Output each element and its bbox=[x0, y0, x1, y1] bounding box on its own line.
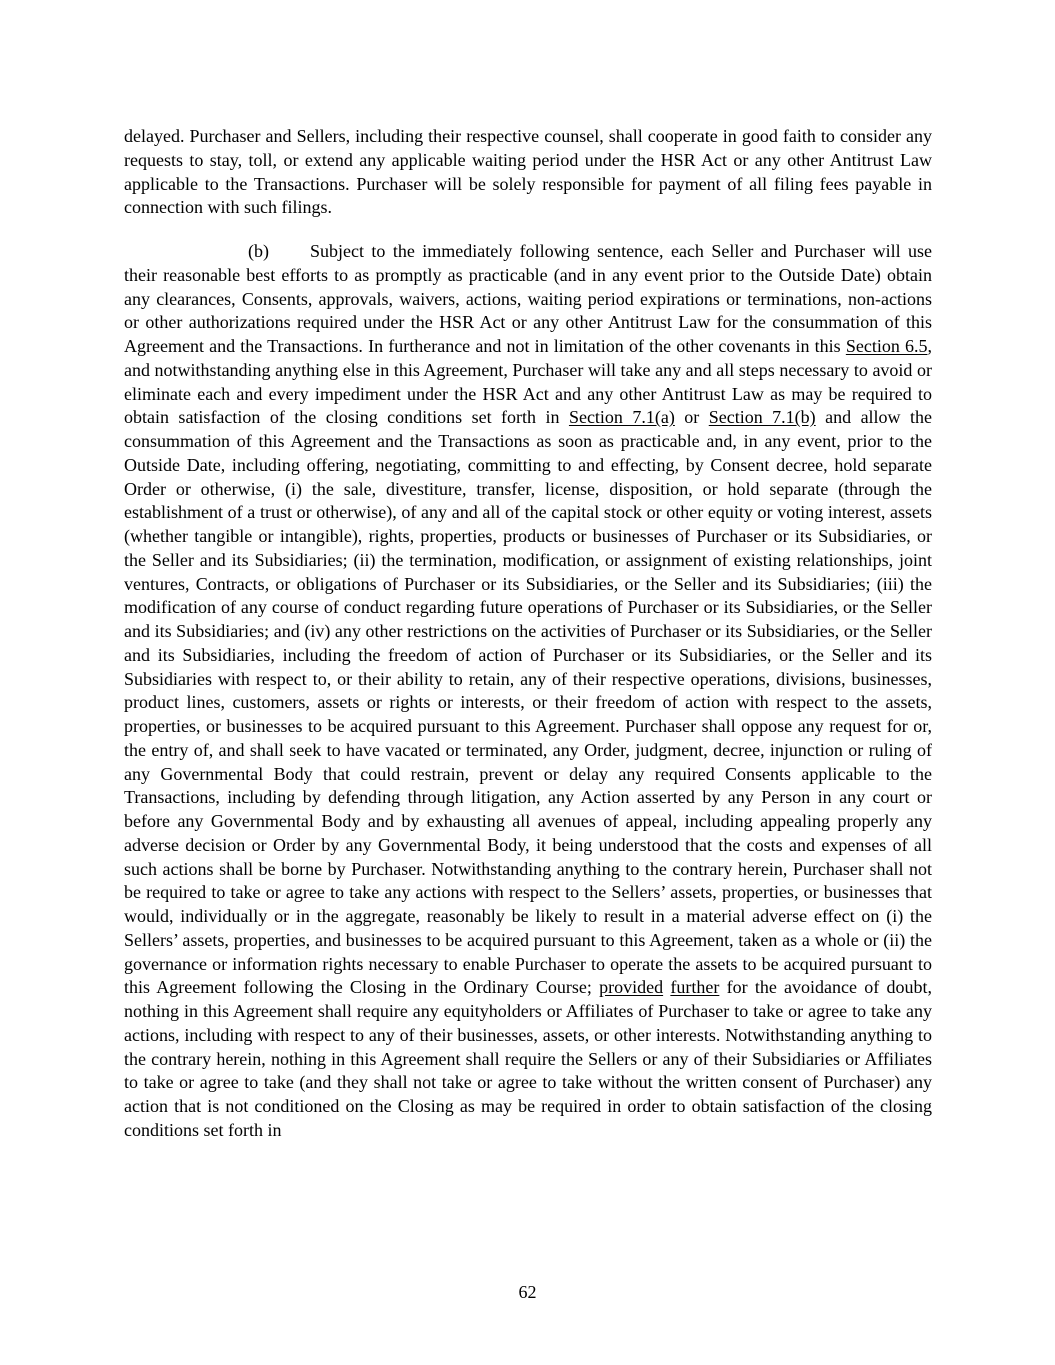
section-reference: Section 6.5 bbox=[845, 336, 928, 356]
paragraph-label: (b) bbox=[248, 241, 269, 261]
paragraph-b bbox=[124, 240, 932, 1143]
paragraph-continued: delayed. Purchaser and Sellers, including their respective counsel, shall cooperate in good faith to consider any requests to stay, toll, or extend any applicable waiting period under the HSR Act or any other Antitrust Law applicable to the Transactions. Purchaser will be solely responsible for payment of all filing fees payable in connection with such filings. bbox=[124, 126, 932, 218]
page-number: 62 bbox=[518, 1282, 537, 1302]
body-text bbox=[124, 125, 932, 1143]
section-reference: Section 7.1(a) bbox=[568, 407, 675, 428]
paragraph-text: for the avoidance of doubt, nothing in this Agreement shall require any equityholders or Affiliates of Purchaser to take or agree to take any actions, including with respect to any of their businesses, assets, or other interests. Notwithstanding anything to the contrary herein, nothing in this Agreement shall require the Sellers or any of their Subsidiaries or Affiliates to take or agree to take (and they shall not take or agree to take without the written consent of Purchaser) any action that is not conditioned on the Closing as may be required in order to obtain satisfaction of the closing conditions set forth in bbox=[124, 977, 932, 1140]
paragraph-text: or bbox=[674, 407, 709, 428]
paragraph-text: , and notwithstanding anything else in this Agreement, Purchaser will take any and all steps necessary to avoid or eliminate each and every impediment under the HSR Act and any other Antitrust Law as may be required to obtain satisfaction of the closing conditions set forth in bbox=[124, 336, 932, 428]
paragraph-text: Subject to the immediately following sentence, each Seller and Purchaser will use their reasonable best efforts to as promptly as practicable (and in any event prior to the Outside Date) obtain any clearances, Consents, approvals, waivers, actions, waiting period expirations or terminations, non-actions or other authorizations required under the HSR Act or any other Antitrust Law for the consummation of this Agreement and the Transactions. In furtherance and not in limitation of the other covenants in this bbox=[124, 241, 932, 356]
paragraph-text: and allow the consummation of this Agreement and the Transactions as soon as practicable and, in any event, prior to the Outside Date, including offering, negotiating, committing to and effecting, by Consent decree, hold separate Order or otherwise, (i) the sale, divestiture, transfer, license, disposition, or hold separate (through the establishment of a trust or otherwise), of any and all of the capital stock or other equity or voting interest, assets (whether tangible or intangible), rights, properties, products or businesses of Purchaser or its Subsidiaries, or the Seller and its Subsidiaries; (ii) the termination, modification, or assignment of existing relationships, joint ventures, Contracts, or obligations of Purchaser or its Subsidiaries, or the Seller and its Subsidiaries; (iii) the modification of any course of conduct regarding future operations of Purchaser or its Subsidiaries, or the Seller and its Subsidiaries; and (iv) any other restrictions on the activities of Purchaser or its Subsidiaries, or the Seller and its Subsidiaries, including the freedom of action of Purchaser or its Subsidiaries, or the Seller and its Subsidiaries with respect to, or their ability to retain, any of their respective operations, divisions, businesses, product lines, customers, assets or rights or interests, or their freedom of action with respect to the assets, properties, or businesses to be acquired pursuant to this Agreement. Purchaser shall oppose any request for or, the entry of, and shall seek to have vacated or terminated, any Order, judgment, decree, injunction or ruling of any Governmental Body that could restrain, prevent or delay any required Consents applicable to the Transactions, including by defending through litigation, any Action asserted by any Person in any court or before any Governmental Body and by exhausting all avenues of appeal, including appealing properly any adverse decision or Order by any Governmental Body, it being understood that the costs and expenses of all such actions shall be borne by Purchaser. Notwithstanding anything to the contrary herein, Purchaser shall not be required to take or agree to take any actions with respect to the Sellers’ assets, properties, or businesses that would, individually or in the aggregate, reasonably be likely to result in a material adverse effect on (i) the Sellers’ assets, properties, and businesses to be acquired pursuant to this Agreement, taken as a whole or (ii) the governance or information rights necessary to enable Purchaser to operate the assets to be acquired pursuant to this Agreement following the Closing in the Ordinary Course; bbox=[124, 407, 932, 998]
section-reference: Section 7.1(b) bbox=[708, 407, 816, 428]
underlined-term: further bbox=[670, 977, 720, 998]
underlined-term: provided bbox=[599, 977, 664, 998]
